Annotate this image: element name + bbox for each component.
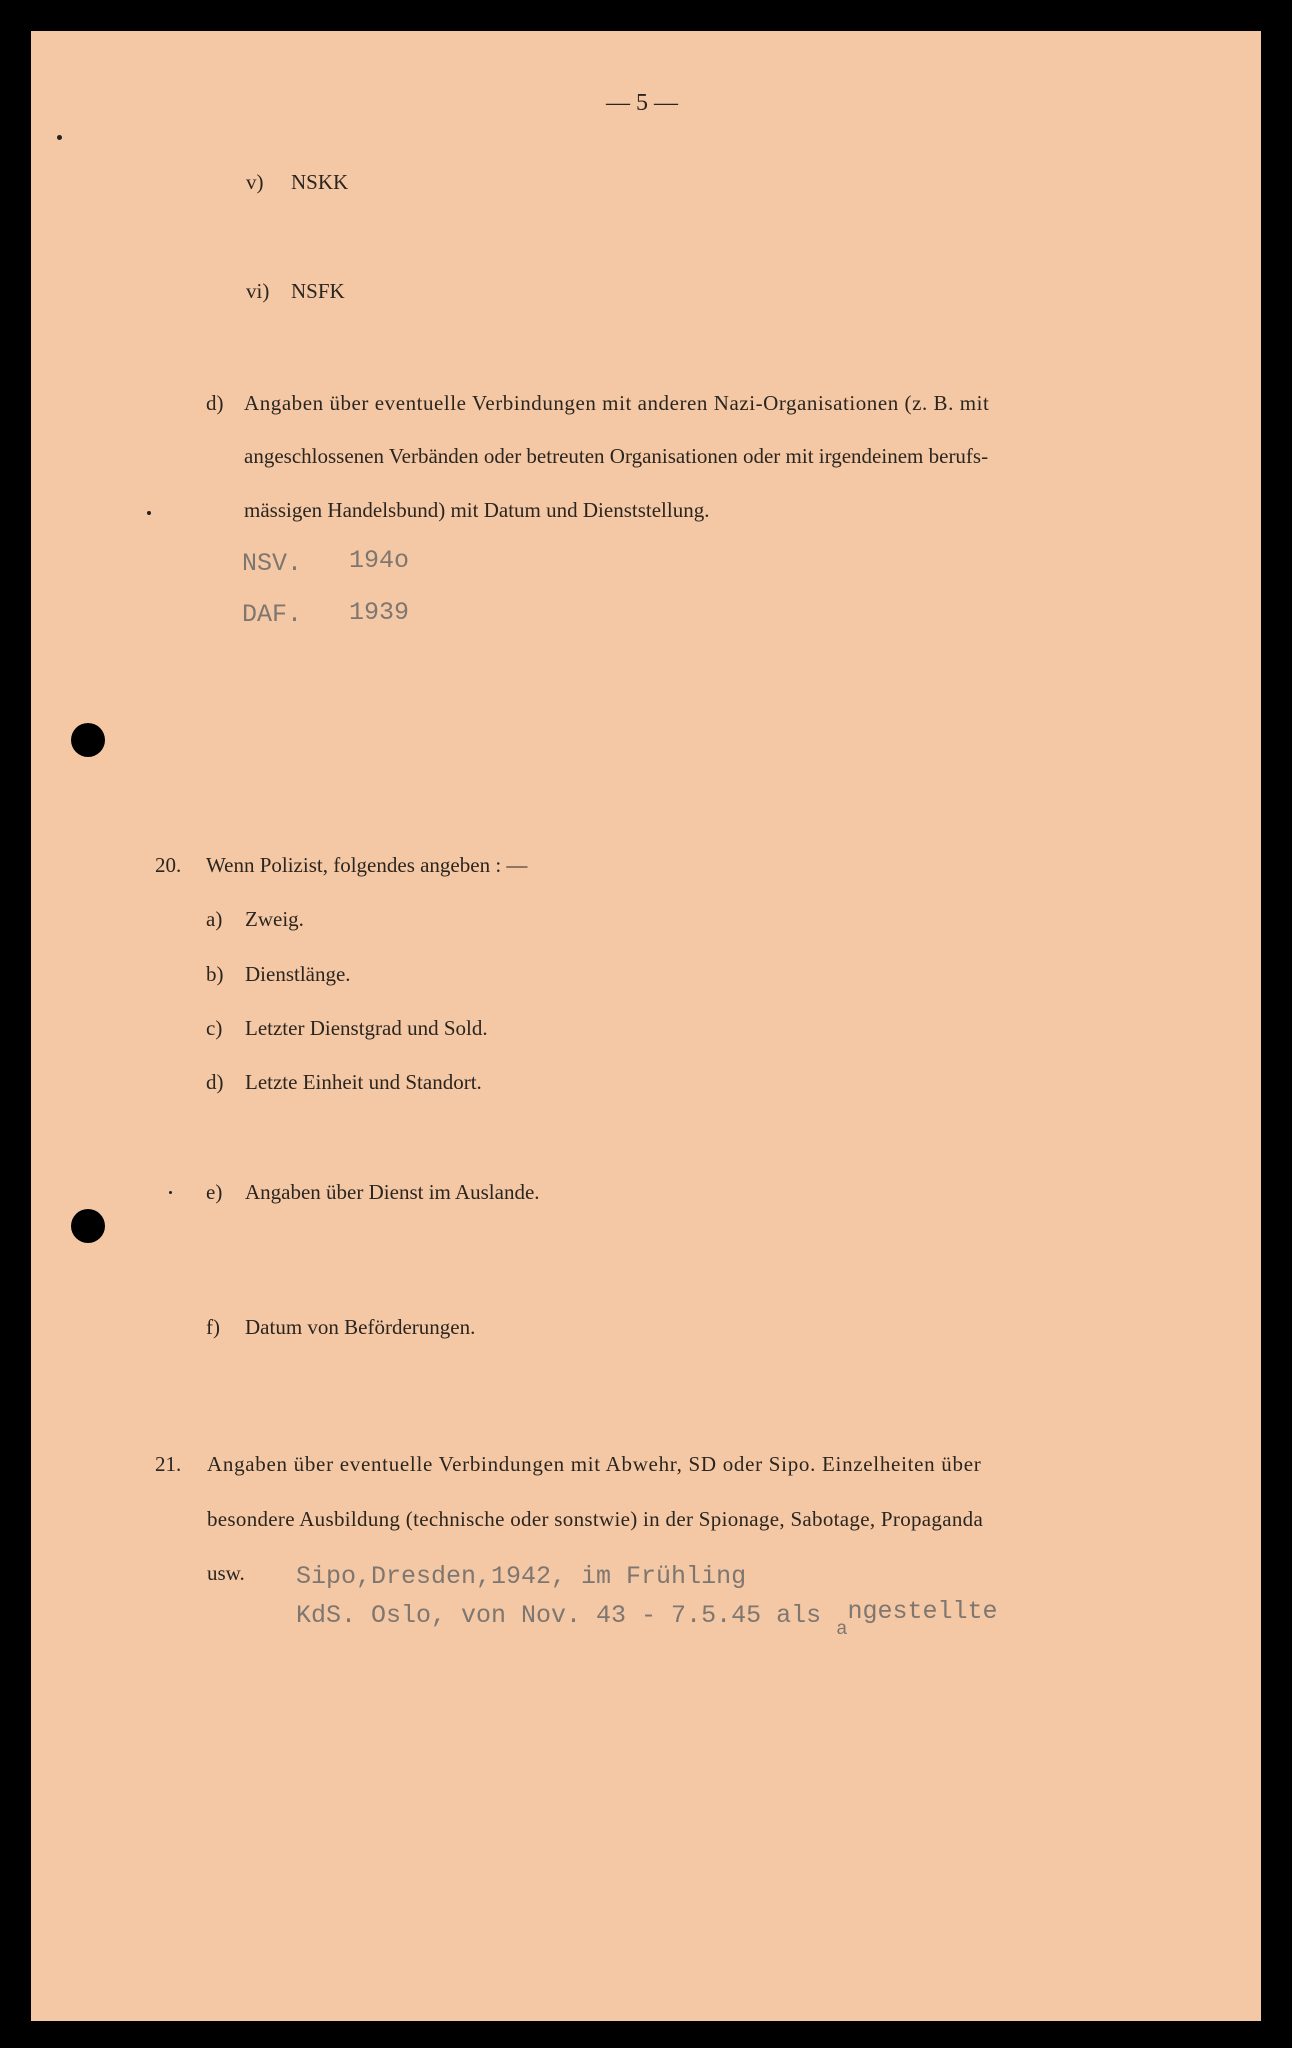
- speck-2: [147, 511, 151, 515]
- q20-f-marker: f): [206, 1315, 220, 1339]
- section-d-line-1: Angaben über eventuelle Verbindungen mit anderen Nazi-Organisationen (z. B. mit: [244, 391, 990, 415]
- q20-a-marker: a): [206, 907, 223, 931]
- q20-e-label: Angaben über Dienst im Auslande.: [245, 1180, 540, 1204]
- section-d-line-3: mässigen Handelsbund) mit Datum und Dienststellung.: [244, 498, 710, 522]
- question-21-number: 21.: [155, 1452, 182, 1476]
- document-page: [31, 31, 1261, 2021]
- question-21-line-3: usw.: [207, 1561, 245, 1585]
- q20-b-label: Dienstlänge.: [245, 962, 351, 986]
- answer-org-1: NSV.: [242, 549, 303, 578]
- question-20-text: Wenn Polizist, folgendes angeben : —: [206, 853, 528, 877]
- q20-c-label: Letzter Dienstgrad und Sold.: [245, 1016, 488, 1040]
- answer-org-2: DAF.: [242, 600, 303, 629]
- question-21-line-1: Angaben über eventuelle Verbindungen mit Abwehr, SD oder Sipo. Einzelheiten über: [207, 1452, 982, 1476]
- section-d-marker: d): [206, 391, 224, 415]
- q20-c-marker: c): [206, 1016, 223, 1040]
- q21-answer-line-1: Sipo,Dresden,1942, im Frühling: [296, 1562, 747, 1591]
- q20-d-marker: d): [206, 1070, 224, 1094]
- answer-year-1: 194o: [349, 546, 410, 575]
- answer-year-2: 1939: [349, 598, 410, 627]
- section-d-line-2: angeschlossenen Verbänden oder betreuten Organisationen oder mit irgendeinem berufs-: [244, 444, 989, 468]
- q20-e-marker: e): [206, 1180, 223, 1204]
- item-vi-marker: vi): [246, 279, 270, 303]
- punch-hole-bottom: [71, 1209, 105, 1243]
- item-v-label: NSKK: [291, 170, 349, 194]
- q20-f-label: Datum von Beförderungen.: [245, 1315, 476, 1339]
- q20-d-label: Letzte Einheit und Standort.: [245, 1070, 482, 1094]
- punch-hole-top: [71, 723, 105, 757]
- speck-1: [57, 135, 62, 140]
- q20-a-label: Zweig.: [245, 907, 304, 931]
- q20-b-marker: b): [206, 962, 224, 986]
- item-vi-label: NSFK: [291, 279, 345, 303]
- question-21-line-2: besondere Ausbildung (technische oder sonstwie) in der Spionage, Sabotage, Propaganda: [207, 1507, 984, 1531]
- question-20-number: 20.: [155, 853, 182, 877]
- q21-answer-line-2-sub: a: [836, 1618, 848, 1640]
- q21-answer-line-2-main: KdS. Oslo, von Nov. 43 - 7.5.45 als: [296, 1601, 837, 1630]
- item-v-marker: v): [246, 170, 264, 194]
- q21-answer-line-2-rest: ngestellte: [847, 1597, 998, 1626]
- page-number: — 5 —: [606, 90, 678, 116]
- q21-answer-line-2: [296, 1597, 998, 1640]
- speck-3: [169, 1191, 172, 1194]
